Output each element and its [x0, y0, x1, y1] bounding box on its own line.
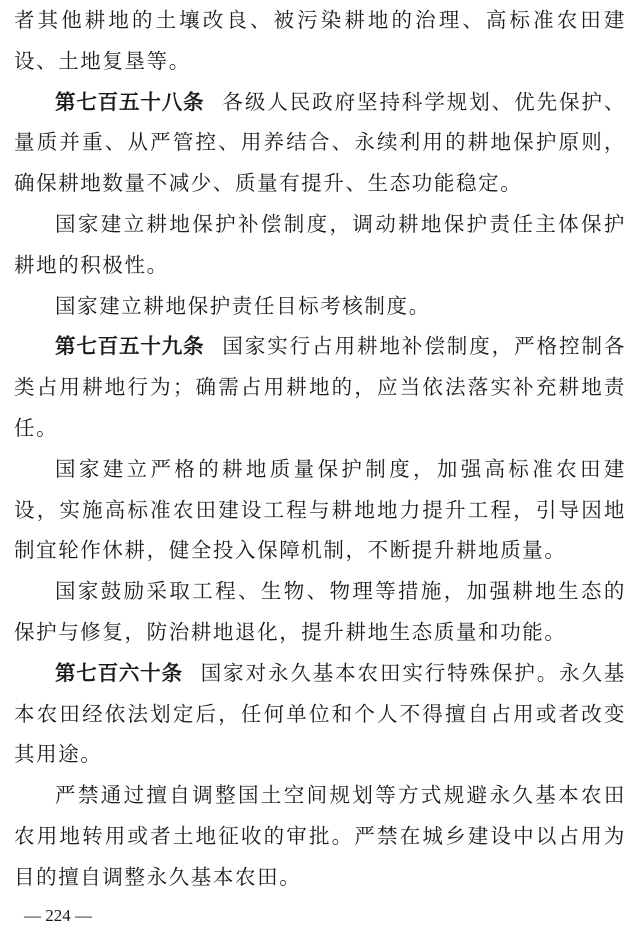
paragraph-0: [14, 0, 626, 82]
article-title: 第七百六十条: [55, 660, 183, 685]
article-title: 第七百五十九条: [55, 334, 205, 359]
paragraph-6: [14, 571, 626, 653]
paragraph-article-759: [14, 326, 626, 448]
paragraph-text: 国家对永久基本农田实行特殊保护。永久基本农田经依法划定后，任何单位和个人不得擅自占用或者改变其用途。: [14, 660, 627, 767]
paragraph-text: 国家实行占用耕地补偿制度，严格控制各类占用耕地行为；确需占用耕地的，应当依法落实补充耕地责任。: [14, 334, 626, 440]
paragraph-5: [14, 449, 626, 571]
paragraph-text: 者其他耕地的土壤改良、被污染耕地的治理、高标准农田建设、土地复垦等。: [14, 8, 626, 73]
paragraph-3: [14, 286, 626, 327]
paragraph-text: 各级人民政府坚持科学规划、优先保护、量质并重、从严管控、用养结合、永续利用的耕地保护原则，确保耕地数量不减少、质量有提升、生态功能稳定。: [14, 89, 626, 196]
document-body: [14, 0, 626, 898]
paragraph-text: 国家建立严格的耕地质量保护制度，加强高标准农田建设，实施高标准农田建设工程与耕地地力提升工程，引导因地制宜轮作休耕，健全投入保障机制，不断提升耕地质量。: [14, 456, 626, 563]
paragraph-8: [14, 775, 626, 897]
paragraph-text: 严禁通过擅自调整国土空间规划等方式规避永久基本农田农用地转用或者土地征收的审批。严禁在城乡建设中以占用为目的擅自调整永久基本农田。: [14, 783, 626, 889]
paragraph-article-758: [14, 82, 626, 204]
page-number: — 224 —: [24, 906, 92, 925]
paragraph-text: 国家建立耕地保护责任目标考核制度。: [55, 293, 431, 318]
paragraph-text: 国家建立耕地保护补偿制度，调动耕地保护责任主体保护耕地的积极性。: [14, 211, 626, 277]
paragraph-text: 国家鼓励采取工程、生物、物理等措施，加强耕地生态的保护与修复，防治耕地退化，提升耕地生态质量和功能。: [14, 579, 626, 644]
paragraph-2: [14, 204, 626, 286]
article-title: 第七百五十八条: [55, 89, 205, 114]
paragraph-article-760: [14, 653, 626, 775]
